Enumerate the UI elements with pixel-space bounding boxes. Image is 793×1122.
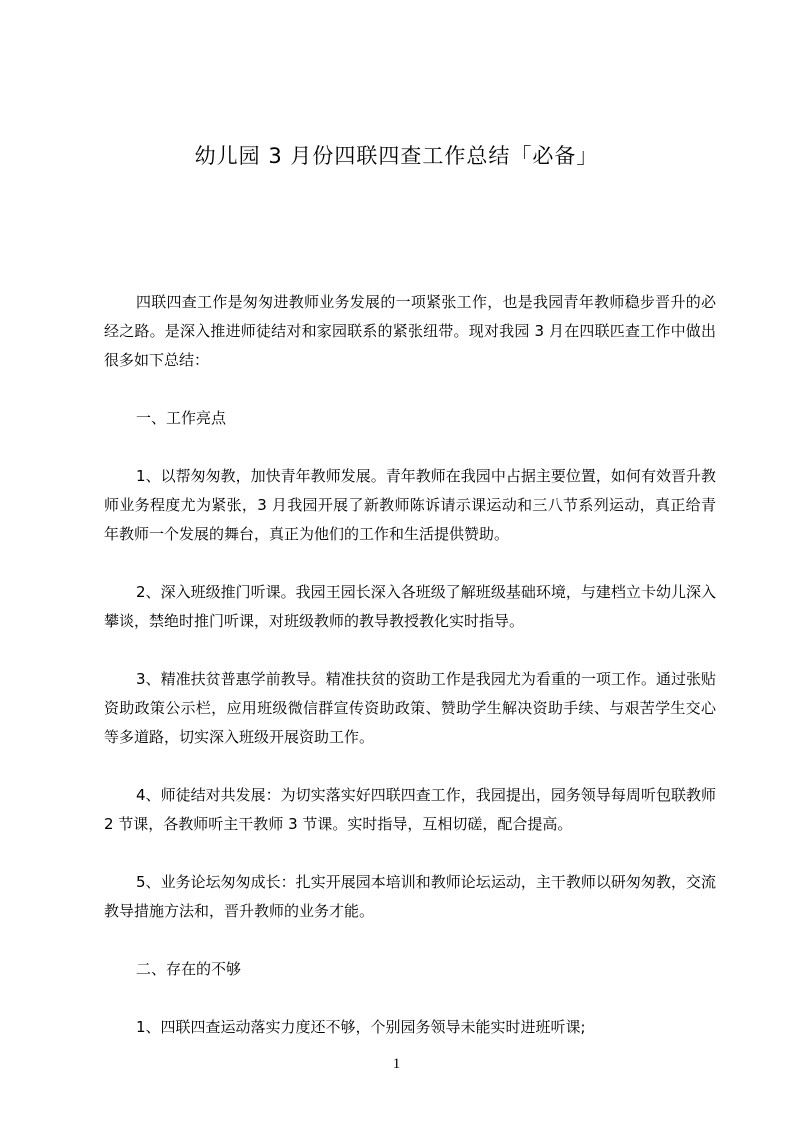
spacer	[104, 375, 716, 404]
spacer	[104, 433, 716, 462]
highlight-item-3: 3、精准扶贫普惠学前教导。精准扶贫的资助工作是我园尤为看重的一项工作。通过张贴资助政策公示栏，应用班级微信群宣传资助政策、赞助学生解决资助手续、与艰苦学生交心等多道路，切实深入班级开展资助工作。	[104, 670, 716, 746]
highlight-item-2: 2、深入班级推门听课。我园王园长深入各班级了解班级基础环境，与建档立卡幼儿深入攀谈，禁绝时推门听课，对班级教师的教导教授教化实时指导。	[104, 583, 716, 630]
intro-paragraph: 四联四查工作是匆匆进教师业务发展的一项紧张工作，也是我园青年教师稳步晋升的必经之路。是深入推进师徒结对和家园联系的紧张纽带。现对我园 3 月在四联匹查工作中做出很多如下总结：	[104, 293, 716, 369]
spacer	[104, 636, 716, 665]
highlight-item-5: 5、业务论坛匆匆成长：扎实开展园本培训和教师论坛运动，主干教师以研匆匆教，交流教导措施方法和，晋升教师的业务才能。	[104, 873, 716, 920]
spacer	[104, 839, 716, 868]
spacer	[104, 984, 716, 1013]
highlight-item-1: 1、以帮匆匆教，加快青年教师发展。青年教师在我园中占据主要位置，如何有效晋升教师业务程度尤为紧张，3 月我园开展了新教师陈诉请示课运动和三八节系列运动，真正给青年教师一个发展的舞台，真正为他们的工作和生活提供赞助。	[104, 467, 716, 543]
highlight-item-4: 4、师徒结对共发展：为切实落实好四联四查工作，我园提出，园务领导每周听包联教师 2 节课，各教师听主干教师 3 节课。实时指导，互相切磋，配合提高。	[104, 786, 716, 833]
document-body	[104, 288, 716, 1042]
spacer	[104, 752, 716, 781]
spacer	[104, 549, 716, 578]
document-title: 幼儿园 3 月份四联四查工作总结「必备」	[194, 144, 599, 168]
section-heading-shortcomings: 二、存在的不够	[136, 960, 242, 978]
page-number: 1	[392, 1056, 401, 1072]
spacer	[104, 926, 716, 955]
shortcoming-item-1: 1、四联四查运动落实力度还不够，个别园务领导未能实时进班听课;	[136, 1018, 586, 1036]
section-heading-highlights: 一、工作亮点	[136, 409, 227, 427]
